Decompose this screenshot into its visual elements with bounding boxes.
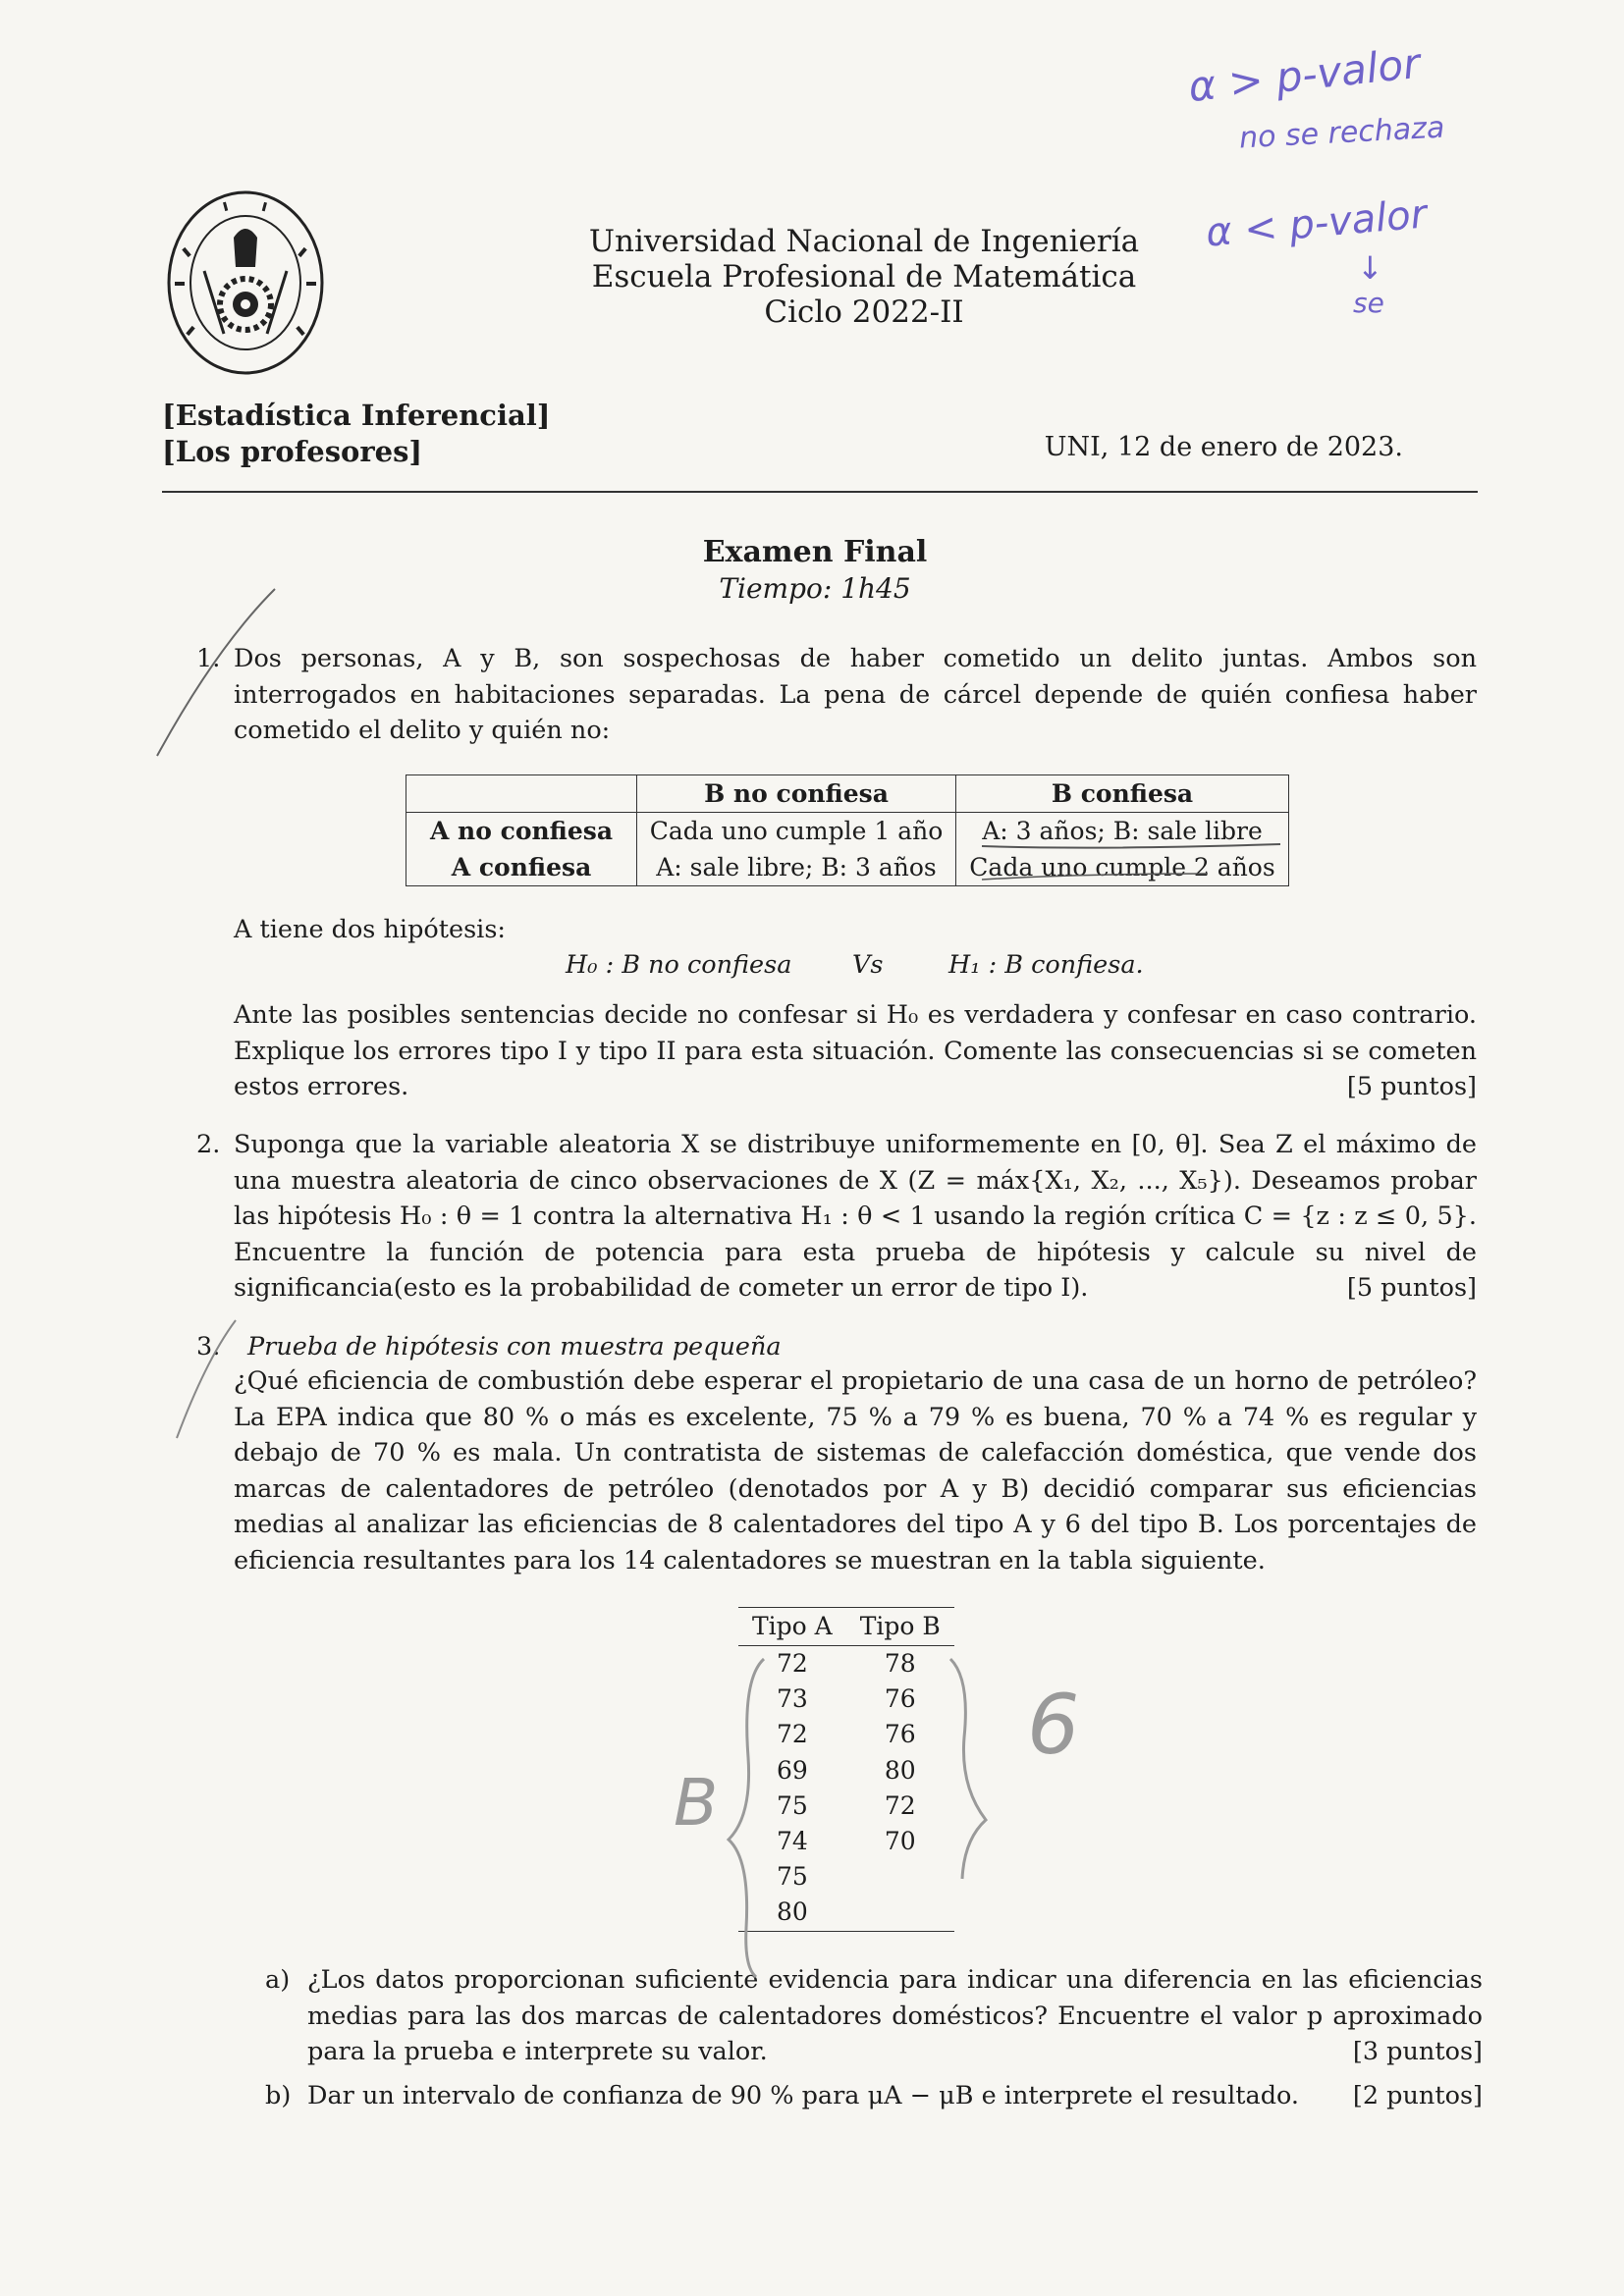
header-divider — [162, 491, 1478, 493]
q1-table-cell: A: sale libre; B: 3 años — [637, 849, 956, 886]
q1-h1: H₁ : B confiesa. — [948, 950, 1144, 980]
q3-cell-a: 72 — [776, 1649, 808, 1678]
q1-sentence-table — [406, 774, 1289, 886]
q3a-label: a) — [265, 1965, 291, 1995]
q3-efficiency-table — [738, 1607, 954, 1932]
q3-cell-a: 72 — [776, 1720, 808, 1749]
q3-cell-b — [846, 1895, 954, 1931]
handwritten-note-2: no se rechaza — [1238, 110, 1446, 156]
q1-number: 1. — [196, 644, 221, 673]
authors: [Los profesores] — [162, 435, 423, 468]
q1-body-text: Ante las posibles sentencias decide no confesar si H₀ es verdadera y confesar en caso contrario. Explique los errores tipo I y tipo II para esta situación. Comente las consecuencias si se cometen estos errores. — [234, 1000, 1477, 1101]
q3-cell-a: 75 — [776, 1790, 808, 1820]
cycle: Ciclo 2022-II — [764, 294, 964, 330]
q3-title: Prueba de hipótesis con muestra pequeña — [247, 1332, 782, 1362]
q3-cell-a: 69 — [776, 1755, 808, 1785]
q3a-body — [307, 1962, 1483, 2070]
q1-table-header: B confiesa — [956, 775, 1289, 813]
q3-cell-b: 78 — [884, 1649, 916, 1678]
q1-table-cell: Cada uno cumple 1 año — [637, 813, 956, 850]
q3-cell-b: 70 — [884, 1827, 916, 1856]
q1-points: [5 puntos] — [1346, 1072, 1477, 1101]
exam-title: Examen Final — [702, 535, 928, 569]
q1-table-cell: Cada uno cumple 2 años — [956, 849, 1289, 886]
q3-cell-b — [846, 1859, 954, 1895]
exam-time: Tiempo: 1h45 — [719, 572, 911, 605]
q1-table-row-label: A confiesa — [406, 849, 637, 886]
q3a-points: [3 puntos] — [1352, 2037, 1483, 2066]
q1-body — [234, 997, 1477, 1105]
q1-table-cell: A: 3 años; B: sale libre — [956, 813, 1289, 850]
pencil-mark-6: 6 — [1027, 1677, 1080, 1773]
q2-body — [234, 1127, 1477, 1307]
university-seal-logo — [165, 188, 326, 377]
course-block — [162, 398, 551, 470]
q1-h0: H₀ : B no confiesa — [566, 950, 792, 980]
q3b-points: [2 puntos] — [1352, 2081, 1483, 2110]
q1-vs: Vs — [852, 950, 884, 980]
q3b-label: b) — [265, 2081, 292, 2110]
q3-number: 3. — [196, 1332, 221, 1362]
handwritten-note-5: se — [1353, 287, 1384, 319]
q2-number: 2. — [196, 1130, 221, 1159]
q3b-body — [307, 2078, 1483, 2114]
q3-cell-b: 76 — [884, 1684, 916, 1714]
q3-cell-b: 80 — [884, 1755, 916, 1785]
q3-cell-b: 72 — [884, 1790, 916, 1820]
exam-date: UNI, 12 de enero de 2023. — [1044, 432, 1403, 462]
q3-cell-a: 80 — [738, 1895, 846, 1931]
course-name: [Estadística Inferencial] — [162, 399, 551, 432]
q3b-text: Dar un intervalo de confianza de 90 % para μA − μB e interprete el resultado. — [307, 2081, 1300, 2110]
q3-cell-b: 76 — [884, 1720, 916, 1749]
q3-cell-a: 73 — [776, 1684, 808, 1714]
q1-table-header — [406, 775, 637, 813]
q2-body-text: Suponga que la variable aleatoria X se distribuye uniformemente en [0, θ]. Sea Z el máximo de una muestra aleatoria de cinco observaciones de X (Z = máx{X₁, X₂, ..., X₅}). Deseamos probar las hipótesis H₀ : θ = 1 contra la alternativa H₁ : θ < 1 usando la región crítica C = {z : z ≤ 0, 5}. Encuentre la función de potencia para esta prueba de hipótesis y calcule su nivel de significancia(esto es la probabilidad de cometer un error de tipo I). — [234, 1130, 1477, 1303]
handwritten-note-4: ↓ — [1357, 249, 1383, 287]
q3a-text: ¿Los datos proporcionan suficiente evidencia para indicar una diferencia en las eficiencias medias para las dos marcas de calentadores domésticos? Encuentre el valor p aproximado para la prueba e interprete su valor. — [307, 1965, 1483, 2066]
q3-body: ¿Qué eficiencia de combustión debe esperar el propietario de una casa de un horno de petróleo? La EPA indica que 80 % o más es excelente, 75 % a 79 % es buena, 70 % a 74 % es regular y debajo de 70 % es mala. Un contratista de sistemas de calefacción doméstica, que vende dos marcas de calentadores de petróleo (denotados por A y B) decidió comparar sus eficiencias medias al analizar las eficiencias de 8 calentadores del tipo A y 6 del tipo B. Los porcentajes de eficiencia resultantes para los 14 calentadores se muestran en la tabla siguiente. — [234, 1366, 1477, 1575]
q3-cell-a: 74 — [776, 1827, 808, 1856]
pencil-mark-b: B — [674, 1765, 719, 1841]
institution-header — [550, 224, 1178, 330]
q2-points: [5 puntos] — [1346, 1273, 1477, 1303]
q1-intro: Dos personas, A y B, son sospechosas de haber cometido un delito juntas. Ambos son interrogados en habitaciones separadas. La pena de cárcel depende de quién confiesa haber cometido el delito y quién no: — [234, 644, 1477, 745]
q3-table-header: Tipo B — [846, 1608, 954, 1646]
q3-cell-a: 75 — [776, 1862, 808, 1892]
q1-hyp-intro: A tiene dos hipótesis: — [234, 915, 507, 944]
handwritten-note-1: α > p-valor — [1186, 38, 1423, 112]
institution-name: Universidad Nacional de Ingeniería — [588, 224, 1140, 259]
q1-table-header: B no confiesa — [637, 775, 956, 813]
handwritten-note-3: α < p-valor — [1204, 191, 1429, 256]
school-name: Escuela Profesional de Matemática — [591, 259, 1137, 294]
q3-table-header: Tipo A — [738, 1608, 846, 1646]
q1-table-row-label: A no confiesa — [406, 813, 637, 850]
